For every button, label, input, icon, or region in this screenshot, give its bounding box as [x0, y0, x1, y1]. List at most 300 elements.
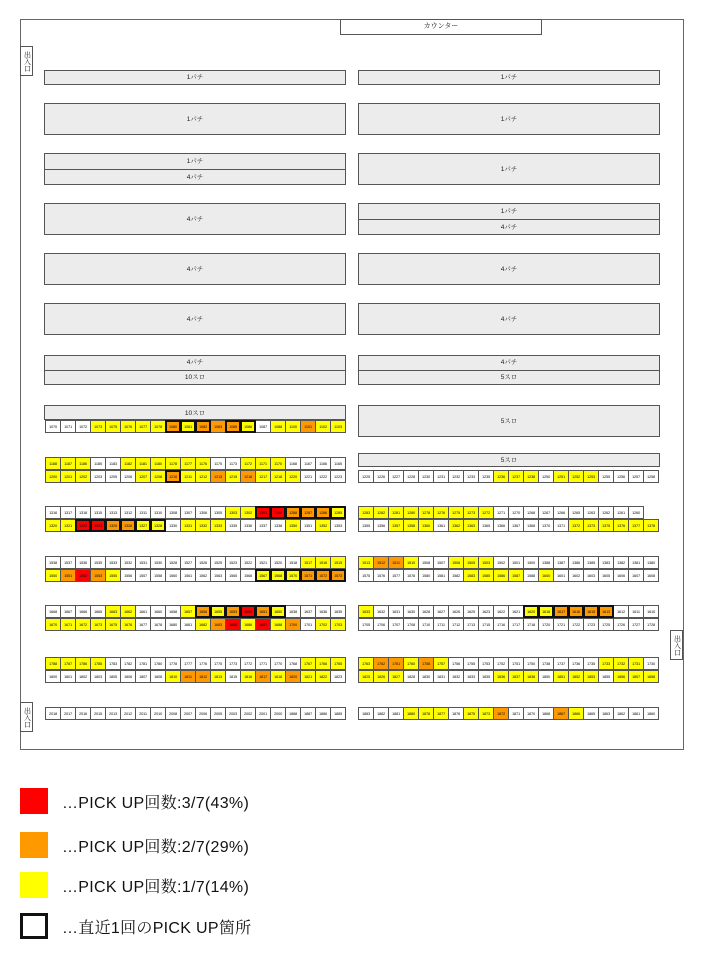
machine-cell[interactable]: 1357 [388, 519, 404, 532]
machine-cell[interactable]: 1616 [568, 605, 584, 618]
machine-cell[interactable]: 2015 [90, 707, 106, 720]
machine-cell[interactable]: 1831 [433, 670, 449, 683]
machine-cell[interactable]: 1358 [403, 519, 419, 532]
machine-cell[interactable]: 1087 [255, 420, 271, 433]
machine-cell[interactable]: 1600 [538, 569, 554, 582]
machine-cell[interactable]: 1818 [270, 670, 286, 683]
machine-cell[interactable]: 1711 [433, 618, 449, 631]
machine-cell[interactable]: 1207 [135, 470, 151, 483]
machine-cell[interactable]: 1201 [60, 470, 76, 483]
machine-cell[interactable]: 1726 [613, 618, 629, 631]
machine-cell[interactable]: 1621 [508, 605, 524, 618]
machine-cell[interactable]: 1816 [240, 670, 256, 683]
machine-cell[interactable]: 1088 [270, 420, 286, 433]
machine-cell[interactable]: 1225 [358, 470, 374, 483]
machine-cell[interactable]: 2018 [45, 707, 61, 720]
machine-cell[interactable]: 1656 [195, 605, 211, 618]
machine-cell[interactable]: 1256 [613, 470, 629, 483]
machine-cell[interactable]: 2011 [135, 707, 151, 720]
machine-cell[interactable]: 1817 [255, 670, 271, 683]
machine-cell[interactable]: 1175 [210, 457, 226, 470]
machine-cell[interactable]: 1755 [463, 657, 479, 670]
machine-cell[interactable]: 1263 [583, 506, 599, 519]
machine-cell[interactable]: 1750 [523, 657, 539, 670]
machine-cell[interactable]: 1572 [315, 569, 331, 582]
machine-cell[interactable]: 1222 [315, 470, 331, 483]
machine-cell[interactable]: 1832 [448, 670, 464, 683]
machine-cell[interactable]: 1550 [45, 569, 61, 582]
machine-cell[interactable]: 1813 [210, 670, 226, 683]
machine-cell[interactable]: 1386 [568, 556, 584, 569]
machine-cell[interactable]: 1756 [448, 657, 464, 670]
machine-cell[interactable]: 1203 [90, 470, 106, 483]
machine-cell[interactable]: 1282 [373, 506, 389, 519]
machine-cell[interactable]: 1351 [300, 519, 316, 532]
machine-cell[interactable]: 1608 [643, 569, 659, 582]
machine-cell[interactable]: 1683 [210, 618, 226, 631]
machine-cell[interactable]: 1502 [493, 556, 509, 569]
machine-cell[interactable]: 1223 [330, 470, 346, 483]
machine-cell[interactable]: 1260 [628, 506, 644, 519]
machine-cell[interactable]: 1875 [463, 707, 479, 720]
machine-cell[interactable]: 1883 [358, 707, 374, 720]
machine-cell[interactable]: 1308 [165, 506, 181, 519]
machine-cell[interactable]: 1381 [628, 556, 644, 569]
machine-cell[interactable]: 1361 [433, 519, 449, 532]
machine-cell[interactable]: 1537 [60, 556, 76, 569]
machine-cell[interactable]: 1236 [493, 470, 509, 483]
machine-cell[interactable]: 1775 [210, 657, 226, 670]
machine-cell[interactable]: 1736 [568, 657, 584, 670]
machine-cell[interactable]: 1185 [90, 457, 106, 470]
machine-cell[interactable]: 1513 [358, 556, 374, 569]
machine-cell[interactable]: 2007 [180, 707, 196, 720]
machine-cell[interactable]: 1211 [180, 470, 196, 483]
machine-cell[interactable]: 1580 [418, 569, 434, 582]
machine-cell[interactable]: 1220 [285, 470, 301, 483]
machine-cell[interactable]: 1871 [508, 707, 524, 720]
machine-cell[interactable]: 1867 [553, 707, 569, 720]
machine-cell[interactable]: 1770 [270, 657, 286, 670]
machine-cell[interactable]: 1520 [270, 556, 286, 569]
machine-cell[interactable]: 1762 [373, 657, 389, 670]
machine-cell[interactable]: 1288 [285, 506, 301, 519]
machine-cell[interactable]: 1885 [330, 707, 346, 720]
machine-cell[interactable]: 1868 [538, 707, 554, 720]
machine-cell[interactable]: 1538 [45, 556, 61, 569]
machine-cell[interactable]: 1100 [285, 420, 301, 433]
machine-cell[interactable]: 1828 [403, 670, 419, 683]
machine-cell[interactable]: 1301 [255, 506, 271, 519]
machine-cell[interactable]: 1167 [300, 457, 316, 470]
machine-cell[interactable]: 1583 [463, 569, 479, 582]
machine-cell[interactable]: 1666 [75, 605, 91, 618]
machine-cell[interactable]: 1618 [538, 605, 554, 618]
machine-cell[interactable]: 1638 [285, 605, 301, 618]
machine-cell[interactable]: 1563 [210, 569, 226, 582]
machine-cell[interactable]: 1858 [643, 670, 659, 683]
machine-cell[interactable]: 1526 [195, 556, 211, 569]
machine-cell[interactable]: 1532 [120, 556, 136, 569]
machine-cell[interactable]: 1352 [315, 519, 331, 532]
machine-cell[interactable]: 1661 [135, 605, 151, 618]
machine-cell[interactable]: 1312 [120, 506, 136, 519]
machine-cell[interactable]: 1715 [478, 618, 494, 631]
machine-cell[interactable]: 1806 [120, 670, 136, 683]
machine-cell[interactable]: 1651 [255, 605, 271, 618]
machine-cell[interactable]: 1636 [315, 605, 331, 618]
machine-cell[interactable]: 1366 [493, 519, 509, 532]
machine-cell[interactable]: 1630 [403, 605, 419, 618]
machine-cell[interactable]: 1801 [60, 670, 76, 683]
machine-cell[interactable]: 1081 [180, 420, 196, 433]
machine-cell[interactable]: 1725 [598, 618, 614, 631]
machine-cell[interactable]: 1776 [195, 657, 211, 670]
machine-cell[interactable]: 1653 [225, 605, 241, 618]
machine-cell[interactable]: 1836 [493, 670, 509, 683]
machine-cell[interactable]: 1827 [388, 670, 404, 683]
machine-cell[interactable]: 1777 [180, 657, 196, 670]
machine-cell[interactable]: 1251 [553, 470, 569, 483]
machine-cell[interactable]: 1670 [45, 618, 61, 631]
machine-cell[interactable]: 1837 [508, 670, 524, 683]
machine-cell[interactable]: 1760 [403, 657, 419, 670]
machine-cell[interactable]: 1101 [300, 420, 316, 433]
machine-cell[interactable]: 1310 [150, 506, 166, 519]
machine-cell[interactable]: 1083 [210, 420, 226, 433]
machine-cell[interactable]: 1380 [643, 556, 659, 569]
machine-cell[interactable]: 1508 [418, 556, 434, 569]
machine-cell[interactable]: 1373 [583, 519, 599, 532]
machine-cell[interactable]: 1206 [120, 470, 136, 483]
machine-cell[interactable]: 1518 [285, 556, 301, 569]
machine-cell[interactable]: 1850 [538, 670, 554, 683]
machine-cell[interactable]: 1270 [508, 506, 524, 519]
machine-cell[interactable]: 1631 [388, 605, 404, 618]
machine-cell[interactable]: 1588 [523, 569, 539, 582]
machine-cell[interactable]: 2000 [270, 707, 286, 720]
machine-cell[interactable]: 1753 [478, 657, 494, 670]
machine-cell[interactable]: 1703 [330, 618, 346, 631]
machine-cell[interactable]: 1730 [643, 657, 659, 670]
machine-cell[interactable]: 1668 [45, 605, 61, 618]
machine-cell[interactable]: 1686 [240, 618, 256, 631]
machine-cell[interactable]: 1737 [553, 657, 569, 670]
machine-cell[interactable]: 1521 [255, 556, 271, 569]
machine-cell[interactable]: 1731 [628, 657, 644, 670]
machine-cell[interactable]: 1313 [105, 506, 121, 519]
machine-cell[interactable]: 1077 [135, 420, 151, 433]
machine-cell[interactable]: 1720 [538, 618, 554, 631]
machine-cell[interactable]: 1317 [60, 506, 76, 519]
machine-cell[interactable]: 1272 [478, 506, 494, 519]
machine-cell[interactable]: 1838 [523, 670, 539, 683]
machine-cell[interactable]: 1383 [598, 556, 614, 569]
machine-cell[interactable]: 1716 [493, 618, 509, 631]
machine-cell[interactable]: 1525 [210, 556, 226, 569]
machine-cell[interactable]: 1701 [300, 618, 316, 631]
machine-cell[interactable]: 1605 [598, 569, 614, 582]
machine-cell[interactable]: 1728 [643, 618, 659, 631]
machine-cell[interactable]: 1555 [105, 569, 121, 582]
machine-cell[interactable]: 1535 [90, 556, 106, 569]
machine-cell[interactable]: 1722 [568, 618, 584, 631]
machine-cell[interactable]: 2008 [165, 707, 181, 720]
machine-cell[interactable]: 1570 [285, 569, 301, 582]
machine-cell[interactable]: 1275 [448, 506, 464, 519]
machine-cell[interactable]: 1178 [165, 457, 181, 470]
machine-cell[interactable]: 1213 [210, 470, 226, 483]
machine-cell[interactable]: 1382 [613, 556, 629, 569]
machine-cell[interactable]: 1166 [315, 457, 331, 470]
machine-cell[interactable]: 1586 [493, 569, 509, 582]
machine-cell[interactable]: 1258 [643, 470, 659, 483]
machine-cell[interactable]: 1681 [180, 618, 196, 631]
machine-cell[interactable]: 1807 [135, 670, 151, 683]
machine-cell[interactable]: 1338 [270, 519, 286, 532]
machine-cell[interactable]: 2017 [60, 707, 76, 720]
machine-cell[interactable]: 1863 [598, 707, 614, 720]
machine-cell[interactable]: 1306 [195, 506, 211, 519]
machine-cell[interactable]: 1866 [568, 707, 584, 720]
machine-cell[interactable]: 1627 [433, 605, 449, 618]
machine-cell[interactable]: 2006 [195, 707, 211, 720]
machine-cell[interactable]: 1232 [448, 470, 464, 483]
machine-cell[interactable]: 1628 [418, 605, 434, 618]
machine-cell[interactable]: 1688 [270, 618, 286, 631]
machine-cell[interactable]: 1188 [45, 457, 61, 470]
machine-cell[interactable]: 1372 [568, 519, 584, 532]
machine-cell[interactable]: 1365 [478, 519, 494, 532]
machine-cell[interactable]: 1623 [478, 605, 494, 618]
machine-cell[interactable]: 1515 [330, 556, 346, 569]
machine-cell[interactable]: 1761 [388, 657, 404, 670]
machine-cell[interactable]: 1506 [448, 556, 464, 569]
machine-cell[interactable]: 1261 [613, 506, 629, 519]
machine-cell[interactable]: 1607 [628, 569, 644, 582]
machine-cell[interactable]: 2003 [225, 707, 241, 720]
machine-cell[interactable]: 1233 [463, 470, 479, 483]
machine-cell[interactable]: 1758 [418, 657, 434, 670]
machine-cell[interactable]: 1262 [598, 506, 614, 519]
machine-cell[interactable]: 2010 [150, 707, 166, 720]
machine-cell[interactable]: 1328 [150, 519, 166, 532]
machine-cell[interactable]: 1611 [628, 605, 644, 618]
machine-cell[interactable]: 1765 [330, 657, 346, 670]
machine-cell[interactable]: 1371 [553, 519, 569, 532]
machine-cell[interactable]: 1172 [240, 457, 256, 470]
machine-cell[interactable]: 1212 [195, 470, 211, 483]
machine-cell[interactable]: 1267 [538, 506, 554, 519]
machine-cell[interactable]: 1581 [433, 569, 449, 582]
machine-cell[interactable]: 1503 [478, 556, 494, 569]
machine-cell[interactable]: 1522 [240, 556, 256, 569]
machine-cell[interactable]: 1778 [165, 657, 181, 670]
machine-cell[interactable]: 1763 [358, 657, 374, 670]
machine-cell[interactable]: 1305 [210, 506, 226, 519]
machine-cell[interactable]: 1360 [418, 519, 434, 532]
machine-cell[interactable]: 1510 [403, 556, 419, 569]
machine-cell[interactable]: 1833 [463, 670, 479, 683]
machine-cell[interactable]: 1235 [478, 470, 494, 483]
machine-cell[interactable]: 1353 [330, 519, 346, 532]
machine-cell[interactable]: 1620 [523, 605, 539, 618]
machine-cell[interactable]: 1781 [135, 657, 151, 670]
machine-cell[interactable]: 1735 [583, 657, 599, 670]
machine-cell[interactable]: 1320 [45, 519, 61, 532]
machine-cell[interactable]: 1706 [373, 618, 389, 631]
machine-cell[interactable]: 1665 [90, 605, 106, 618]
machine-cell[interactable]: 1723 [583, 618, 599, 631]
machine-cell[interactable]: 1783 [105, 657, 121, 670]
machine-cell[interactable]: 1573 [330, 569, 346, 582]
machine-cell[interactable]: 1678 [150, 618, 166, 631]
machine-cell[interactable]: 1273 [463, 506, 479, 519]
machine-cell[interactable]: 1771 [255, 657, 271, 670]
machine-cell[interactable]: 1707 [388, 618, 404, 631]
machine-cell[interactable]: 1177 [180, 457, 196, 470]
machine-cell[interactable]: 1852 [568, 670, 584, 683]
machine-cell[interactable]: 1388 [538, 556, 554, 569]
machine-cell[interactable]: 1075 [105, 420, 121, 433]
machine-cell[interactable]: 1173 [225, 457, 241, 470]
machine-cell[interactable]: 1602 [568, 569, 584, 582]
machine-cell[interactable]: 1552 [75, 569, 91, 582]
machine-cell[interactable]: 1266 [553, 506, 569, 519]
machine-cell[interactable]: 1576 [373, 569, 389, 582]
machine-cell[interactable]: 1878 [418, 707, 434, 720]
machine-cell[interactable]: 1302 [240, 506, 256, 519]
machine-cell[interactable]: 1676 [120, 618, 136, 631]
machine-cell[interactable]: 1505 [463, 556, 479, 569]
machine-cell[interactable]: 1187 [60, 457, 76, 470]
machine-cell[interactable]: 1675 [105, 618, 121, 631]
machine-cell[interactable]: 1772 [240, 657, 256, 670]
machine-cell[interactable]: 1255 [598, 470, 614, 483]
machine-cell[interactable]: 1733 [598, 657, 614, 670]
machine-cell[interactable]: 1370 [538, 519, 554, 532]
machine-cell[interactable]: 1250 [538, 470, 554, 483]
machine-cell[interactable]: 1215 [225, 470, 241, 483]
machine-cell[interactable]: 1086 [240, 420, 256, 433]
machine-cell[interactable]: 1530 [150, 556, 166, 569]
machine-cell[interactable]: 1873 [478, 707, 494, 720]
machine-cell[interactable]: 1635 [330, 605, 346, 618]
machine-cell[interactable]: 1531 [135, 556, 151, 569]
machine-cell[interactable]: 1882 [373, 707, 389, 720]
machine-cell[interactable]: 1751 [508, 657, 524, 670]
machine-cell[interactable]: 1687 [255, 618, 271, 631]
machine-cell[interactable]: 1070 [45, 420, 61, 433]
machine-cell[interactable]: 1276 [433, 506, 449, 519]
machine-cell[interactable]: 1085 [225, 420, 241, 433]
machine-cell[interactable]: 1325 [105, 519, 121, 532]
machine-cell[interactable]: 1757 [433, 657, 449, 670]
machine-cell[interactable]: 1710 [418, 618, 434, 631]
machine-cell[interactable]: 1076 [120, 420, 136, 433]
machine-cell[interactable]: 1613 [598, 605, 614, 618]
machine-cell[interactable]: 1271 [493, 506, 509, 519]
machine-cell[interactable]: 1886 [315, 707, 331, 720]
machine-cell[interactable]: 1527 [180, 556, 196, 569]
machine-cell[interactable]: 1718 [523, 618, 539, 631]
machine-cell[interactable]: 1826 [373, 670, 389, 683]
machine-cell[interactable]: 1650 [270, 605, 286, 618]
machine-cell[interactable]: 1815 [225, 670, 241, 683]
machine-cell[interactable]: 1333 [210, 519, 226, 532]
machine-cell[interactable]: 2002 [240, 707, 256, 720]
machine-cell[interactable]: 1717 [508, 618, 524, 631]
machine-cell[interactable]: 1103 [330, 420, 346, 433]
machine-cell[interactable]: 1362 [448, 519, 464, 532]
machine-cell[interactable]: 1823 [330, 670, 346, 683]
machine-cell[interactable]: 1350 [285, 519, 301, 532]
machine-cell[interactable]: 1655 [210, 605, 226, 618]
machine-cell[interactable]: 1700 [285, 618, 301, 631]
machine-cell[interactable]: 1311 [135, 506, 151, 519]
machine-cell[interactable]: 1281 [388, 506, 404, 519]
machine-cell[interactable]: 1557 [135, 569, 151, 582]
machine-cell[interactable]: 1321 [60, 519, 76, 532]
machine-cell[interactable]: 1680 [165, 618, 181, 631]
machine-cell[interactable]: 1200 [45, 470, 61, 483]
machine-cell[interactable]: 1810 [165, 670, 181, 683]
machine-cell[interactable]: 1355 [358, 519, 374, 532]
machine-cell[interactable]: 1330 [165, 519, 181, 532]
machine-cell[interactable]: 1805 [105, 670, 121, 683]
machine-cell[interactable]: 1738 [538, 657, 554, 670]
machine-cell[interactable]: 1566 [240, 569, 256, 582]
machine-cell[interactable]: 1558 [150, 569, 166, 582]
machine-cell[interactable]: 1218 [270, 470, 286, 483]
machine-cell[interactable]: 1071 [60, 420, 76, 433]
machine-cell[interactable]: 1533 [105, 556, 121, 569]
machine-cell[interactable]: 1307 [180, 506, 196, 519]
machine-cell[interactable]: 1561 [180, 569, 196, 582]
machine-cell[interactable]: 1825 [358, 670, 374, 683]
machine-cell[interactable]: 1712 [448, 618, 464, 631]
machine-cell[interactable]: 1622 [493, 605, 509, 618]
machine-cell[interactable]: 1652 [240, 605, 256, 618]
machine-cell[interactable]: 1332 [195, 519, 211, 532]
machine-cell[interactable]: 1080 [165, 420, 181, 433]
machine-cell[interactable]: 1702 [315, 618, 331, 631]
machine-cell[interactable]: 1356 [373, 519, 389, 532]
machine-cell[interactable]: 1856 [613, 670, 629, 683]
machine-cell[interactable]: 1811 [180, 670, 196, 683]
machine-cell[interactable]: 1881 [388, 707, 404, 720]
machine-cell[interactable]: 1226 [373, 470, 389, 483]
machine-cell[interactable]: 1078 [150, 420, 166, 433]
machine-cell[interactable]: 1536 [75, 556, 91, 569]
machine-cell[interactable]: 1512 [373, 556, 389, 569]
machine-cell[interactable]: 1568 [270, 569, 286, 582]
machine-cell[interactable]: 1658 [165, 605, 181, 618]
machine-cell[interactable]: 1501 [508, 556, 524, 569]
machine-cell[interactable]: 1872 [493, 707, 509, 720]
machine-cell[interactable]: 1782 [120, 657, 136, 670]
machine-cell[interactable]: 1168 [285, 457, 301, 470]
machine-cell[interactable]: 1337 [255, 519, 271, 532]
machine-cell[interactable]: 1385 [583, 556, 599, 569]
machine-cell[interactable]: 1787 [60, 657, 76, 670]
machine-cell[interactable]: 1830 [418, 670, 434, 683]
machine-cell[interactable]: 1511 [388, 556, 404, 569]
machine-cell[interactable]: 1517 [300, 556, 316, 569]
machine-cell[interactable]: 1523 [225, 556, 241, 569]
machine-cell[interactable]: 1268 [523, 506, 539, 519]
machine-cell[interactable]: 1253 [583, 470, 599, 483]
